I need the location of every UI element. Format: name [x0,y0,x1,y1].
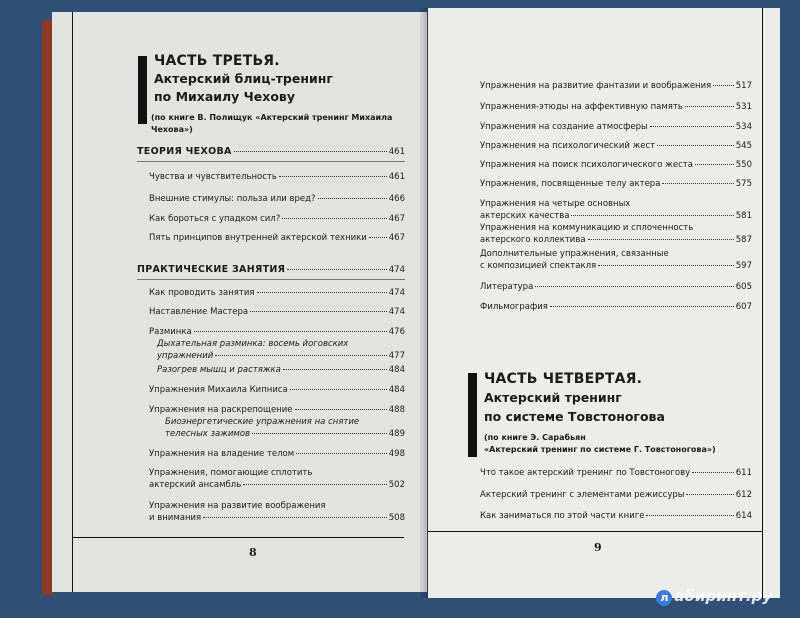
toc-entry [480,178,752,190]
part4-source-note-line2: «Актерский тренинг по системе Г. Товстоногова») [484,445,716,454]
toc-page: 534 [735,122,752,132]
part4-title: ЧАСТЬ ЧЕТВЕРТАЯ. [484,371,643,387]
toc-entry-text: актерского коллектива [480,235,586,245]
toc-entry-text: Упражнения на четыре основных [480,199,631,209]
toc-entry-text: Упражнения на психологический жест [480,141,656,151]
toc-entry [149,326,405,338]
toc-entry-text: Упражнения, помогающие сплотить [149,468,313,478]
toc-page: 467 [388,214,405,224]
toc-entry-text: Упражнения на коммуникацию и сплоченность [480,223,694,233]
toc-page: 502 [388,480,405,490]
toc-entry-text: Упражнения на владение телом [149,449,295,459]
section-divider [137,161,405,162]
part4-source-note-line1: (по книге Э. Сарабьян [484,433,586,442]
part3-subtitle-line2: по Михаилу Чехову [154,89,295,104]
toc-page: 597 [735,261,752,271]
toc-page: 461 [388,172,405,182]
toc-page: 474 [388,288,405,298]
toc-page: 508 [388,513,405,523]
toc-entry [480,234,752,246]
toc-page: 498 [388,449,405,459]
part4-title-bar [468,373,477,457]
toc-entry-text: Актерский тренинг с элементами режиссуры [480,490,685,500]
toc-entry [480,140,752,152]
toc-page: 489 [388,429,405,439]
toc-entry-text: Биоэнергетические упражнения на снятие [165,417,360,427]
part4-subtitle-line1: Актерский тренинг [484,390,622,405]
left-page-margin-rule [72,12,73,592]
toc-entry [480,489,752,501]
toc-page: 611 [735,468,752,478]
toc-entry [149,306,405,318]
toc-entry-text: Упражнения, посвященные телу актера [480,179,661,189]
toc-entry [480,121,752,133]
page-number-left: 8 [249,546,257,559]
toc-entry-chekhov-theory [137,146,405,158]
toc-entry [149,213,405,225]
left-page [52,12,427,592]
toc-entry-text: Упражнения на поиск психологического жеста [480,160,693,170]
right-page [428,8,780,598]
toc-entry [149,404,405,416]
toc-page: 575 [735,179,752,189]
toc-entry-text: Как проводить занятия [149,288,255,298]
toc-page: 466 [388,194,405,204]
toc-entry-text: Разогрев мышц и растяжка [157,365,281,375]
toc-entry-text: Упражнения на развитие фантазии и воображения [480,81,712,91]
toc-entry [149,171,405,183]
section-divider [137,279,405,280]
toc-entry-text: Наставление Мастера [149,307,249,317]
labyrinth-logo-icon: л [656,590,672,606]
toc-entry-text: Упражнения на раскрепощение [149,405,293,415]
toc-heading-chekhov-theory: ТЕОРИЯ ЧЕХОВА [137,146,232,157]
toc-entry-text: актерский ансамбль [149,480,242,490]
toc-entry-text: Упражнения на развитие воображения [149,501,326,511]
part3-source-note: (по книге В. Полищук «Актерский тренинг Михаила Чехова») [151,113,393,134]
toc-entry-text: Разминка [149,327,192,337]
toc-entry-text: упражнений [157,351,214,361]
watermark [656,587,772,606]
toc-entry-text: Чувства и чувствительность [149,172,277,182]
toc-entry [157,350,405,362]
toc-page: 587 [735,235,752,245]
toc-page: 517 [735,81,752,91]
toc-entry [149,193,405,205]
toc-entry [149,448,405,460]
toc-page: 484 [388,385,405,395]
toc-entry-text: Литература [480,282,534,292]
toc-entry-text: Что такое актерский тренинг по Товстоногову [480,468,691,478]
watermark-text: абиринт.ру [674,587,772,605]
part4-subtitle-line2: по системе Товстоногова [484,409,665,424]
toc-entry-text: телесных зажимов [165,429,251,439]
part3-title: ЧАСТЬ ТРЕТЬЯ. [154,53,280,69]
toc-entry [480,80,752,92]
toc-entry-text: актерских качества [480,211,570,221]
toc-entry [480,301,752,313]
toc-entry-practical [137,264,405,276]
toc-entry-text: Пять принципов внутренней актерской техники [149,233,367,243]
toc-entry-text: Внешние стимулы: польза или вред? [149,194,316,204]
toc-entry-text: Упражнения-этюды на аффективную память [480,102,683,112]
toc-page: 474 [388,265,405,275]
toc-entry [149,512,405,524]
toc-page: 484 [388,365,405,375]
right-page-margin-rule [762,8,763,598]
part3-title-bar [138,56,147,124]
toc-entry [149,479,405,491]
toc-heading-practical: ПРАКТИЧЕСКИЕ ЗАНЯТИЯ [137,264,286,275]
toc-entry-text: Фильмография [480,302,548,312]
toc-entry [149,287,405,299]
toc-entry-text: Как заниматься по этой части книге [480,511,645,521]
page-number-right: 9 [594,541,602,554]
toc-page: 531 [735,102,752,112]
toc-entry [480,260,752,272]
toc-entry [480,101,752,113]
toc-page: 550 [735,160,752,170]
toc-page: 474 [388,307,405,317]
toc-entry [157,364,405,376]
toc-entry-text: Дополнительные упражнения, связанные [480,249,669,259]
toc-entry [149,232,405,244]
toc-entry-text: Упражнения на создание атмосферы [480,122,648,132]
toc-page: 477 [388,351,405,361]
toc-entry [480,467,752,479]
toc-page: 581 [735,211,752,221]
toc-page: 476 [388,327,405,337]
toc-entry-text: с композицией спектакля [480,261,597,271]
toc-page: 607 [735,302,752,312]
part3-subtitle-line1: Актерский блиц-тренинг [154,71,333,86]
toc-entry-text: Как бороться с упадком сил? [149,214,281,224]
toc-entry [165,428,405,440]
toc-entry [480,210,752,222]
toc-page: 467 [388,233,405,243]
toc-page: 605 [735,282,752,292]
toc-entry-text: Дыхательная разминка: восемь йоговских [157,339,349,349]
toc-entry-text: и внимания [149,513,202,523]
toc-page: 488 [388,405,405,415]
toc-page: 461 [388,147,405,157]
left-footer-rule [72,537,404,538]
toc-entry [149,384,405,396]
toc-page: 612 [735,490,752,500]
toc-page: 545 [735,141,752,151]
toc-entry [480,510,752,522]
right-footer-rule [428,531,763,532]
toc-entry [480,281,752,293]
toc-page: 614 [735,511,752,521]
toc-entry [480,159,752,171]
toc-entry-text: Упражнения Михаила Кипниса [149,385,288,395]
